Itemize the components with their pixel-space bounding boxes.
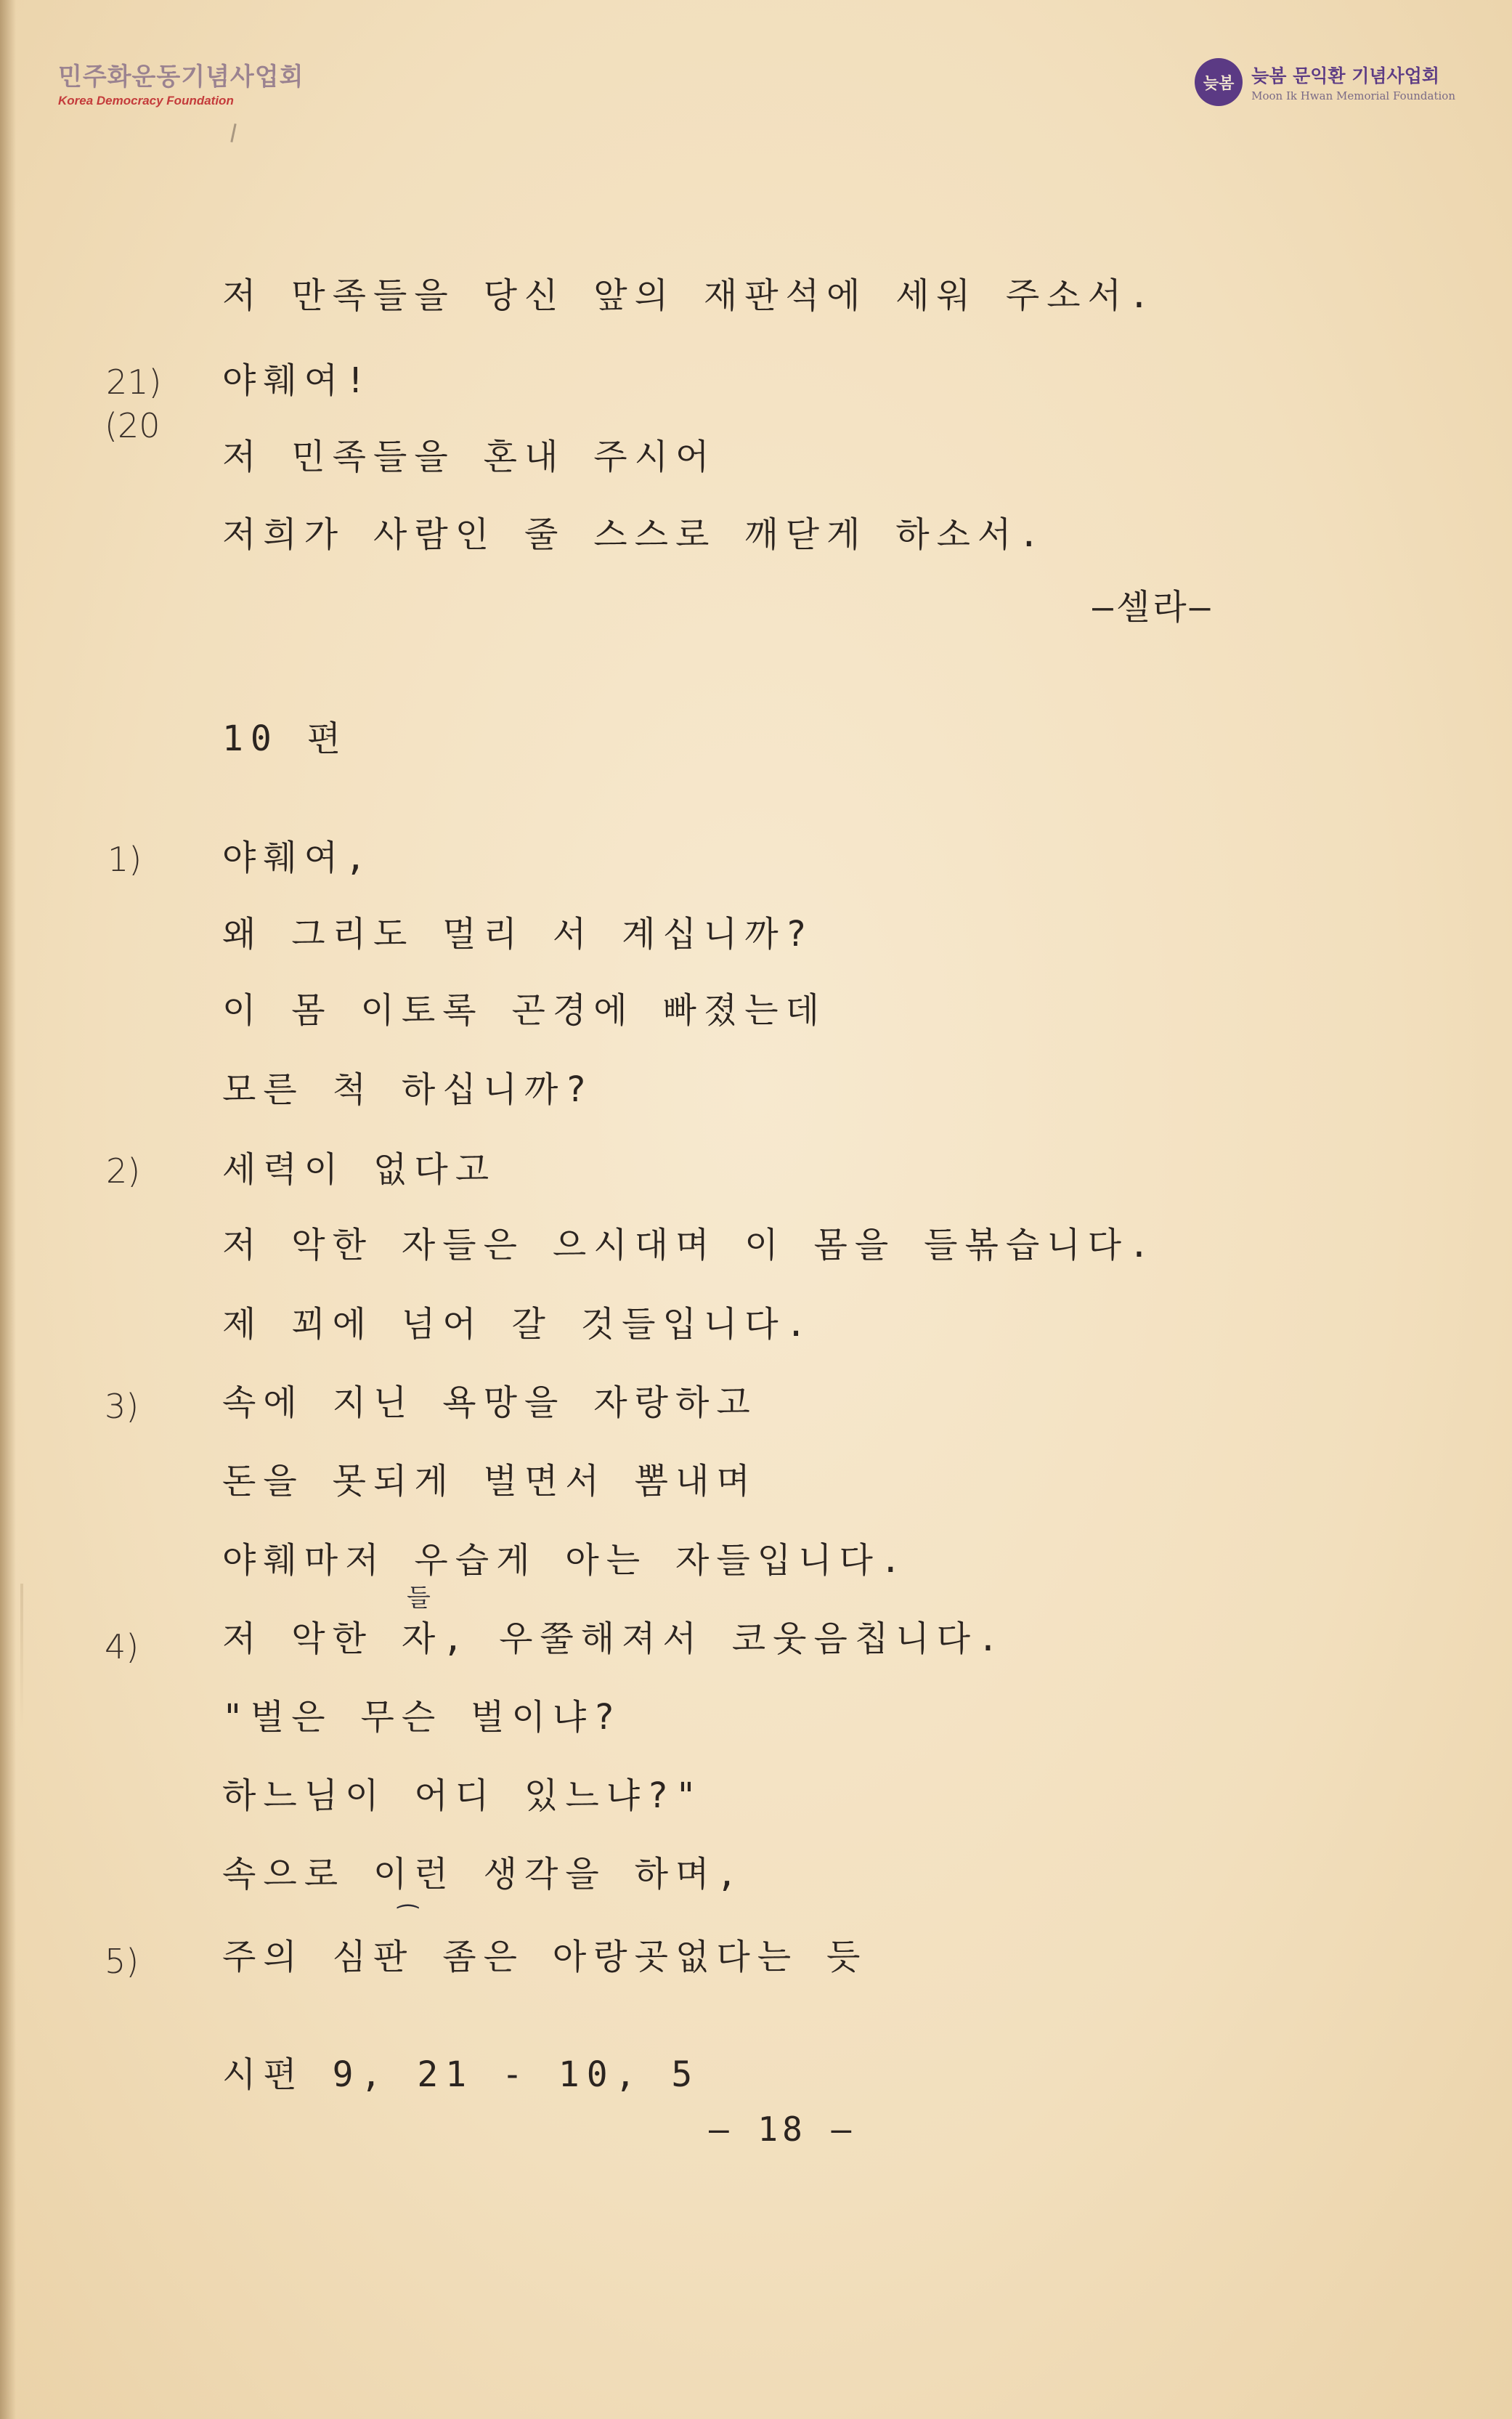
left-logo-korean: 민주화운동기념사업회 <box>58 62 304 92</box>
verse-line: 저희가 사람인 줄 스스로 깨닫게 하소서. <box>222 514 1047 555</box>
paper-edge-mark <box>20 1584 23 1729</box>
left-logo-english: Korea Democracy Foundation <box>58 94 234 108</box>
verse-line: 저 만족들을 당신 앞의 재판석에 세워 주소서. <box>222 275 1157 316</box>
verse-number: (20 <box>105 406 160 445</box>
verse-number: 4) <box>105 1627 139 1666</box>
verse-line: 야훼여, <box>222 838 374 878</box>
selah-marker: —셀라— <box>1092 587 1214 628</box>
chapter-heading: 10 편 <box>222 718 349 759</box>
handwritten-insertion: 들 <box>407 1584 431 1613</box>
verse-line: 저 악한 자들은 으시대며 이 몸을 들볶습니다. <box>222 1225 1157 1265</box>
verse-line: 이 몸 이토록 곤경에 빠졌는데 <box>222 990 827 1031</box>
scripture-reference: 시편 9, 21 - 10, 5 <box>222 2054 700 2095</box>
verse-line: "벌은 무슨 벌이냐? <box>222 1697 622 1738</box>
verse-line: 속으로 이런 생각을 하며, <box>222 1854 745 1895</box>
verse-line: 저 악한 자, 우쭐해져서 코웃음칩니다. <box>222 1618 1006 1659</box>
verse-line: 하느님이 어디 있느냐?" <box>222 1775 704 1816</box>
moon-ik-hwan-foundation-logo <box>1195 57 1455 108</box>
page-binding-shadow <box>0 0 16 2419</box>
verse-number: 5) <box>105 1942 139 1981</box>
verse-line: 제 꾀에 넘어 갈 것들입니다. <box>222 1304 814 1345</box>
verse-line: 야훼마저 우습게 아는 자들입니다. <box>222 1540 909 1581</box>
verse-line: 왜 그리도 멀리 서 계십니까? <box>222 914 814 955</box>
verse-line: 세력이 없다고 <box>222 1149 497 1190</box>
stray-pen-mark <box>230 123 236 142</box>
verse-line: 저 민족들을 혼내 주시어 <box>222 437 717 477</box>
neutbom-emblem-icon: 늦봄 <box>1195 58 1243 106</box>
verse-number: 21) <box>106 362 162 402</box>
right-logo-english: Moon Ik Hwan Memorial Foundation <box>1251 89 1455 102</box>
verse-number: 1) <box>107 840 142 879</box>
verse-number: 3) <box>105 1387 139 1426</box>
verse-line: 모른 척 하십니까? <box>222 1069 594 1110</box>
right-logo-korean: 늦봄 문익환 기념사업회 <box>1251 65 1440 86</box>
verse-line: 돈을 못되게 벌면서 뽐내며 <box>222 1461 757 1502</box>
handwritten-arc-mark: ⁀ <box>398 1905 418 1934</box>
verse-line: 속에 지닌 욕망을 자랑하고 <box>222 1382 757 1423</box>
page-number: — 18 — <box>709 2110 856 2149</box>
verse-line: 주의 심판 좀은 아랑곳없다는 듯 <box>222 1937 868 1977</box>
verse-line: 야훼여! <box>222 360 374 401</box>
korea-democracy-foundation-logo <box>58 57 304 108</box>
verse-number: 2) <box>106 1151 141 1191</box>
